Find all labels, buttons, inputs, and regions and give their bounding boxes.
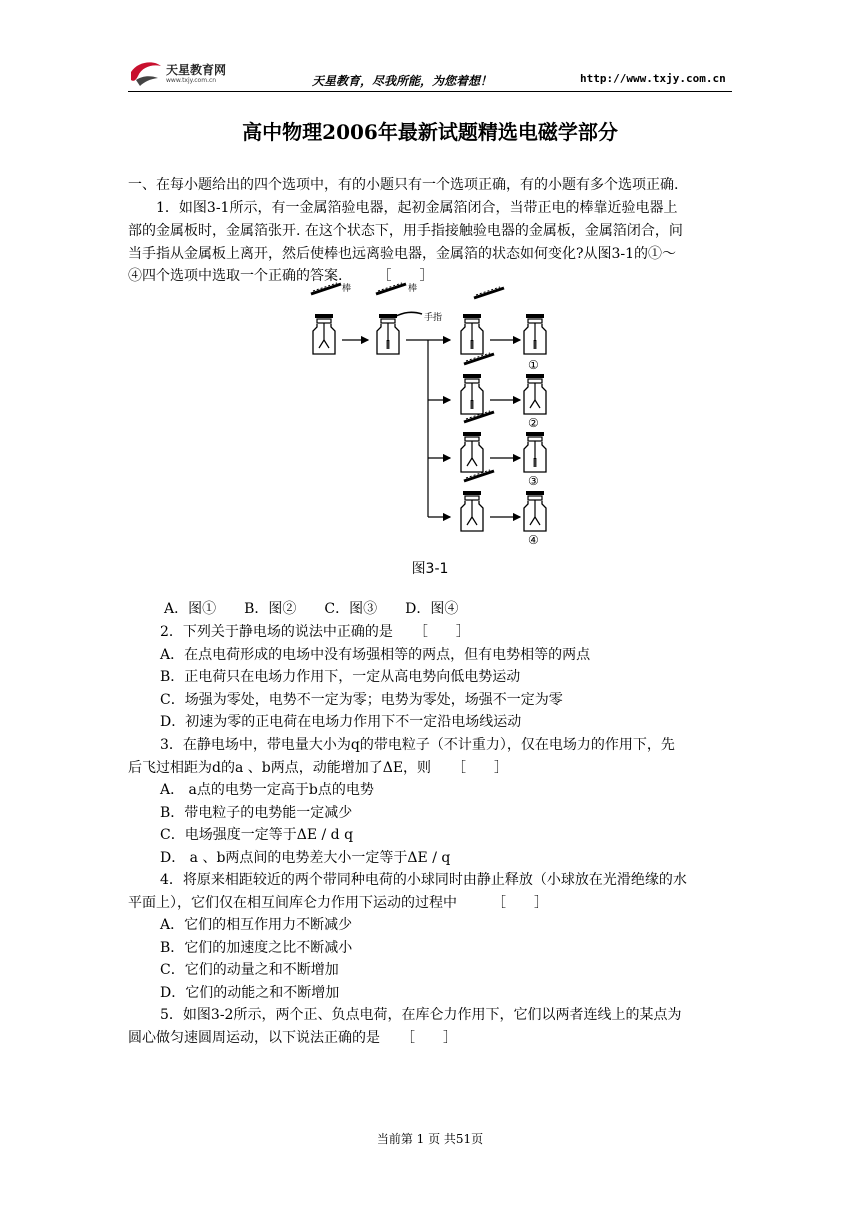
q5-line2: 圆心做匀速圆周运动，以下说法正确的是 ［ ］ xyxy=(128,1030,457,1046)
header-url-link[interactable]: http://www.txjy.com.cn xyxy=(580,72,726,85)
electroscope-2 xyxy=(377,314,399,354)
option-label-3: ③ xyxy=(528,474,539,488)
q4-option-d: D．它们的动能之和不断增加 xyxy=(160,985,340,1001)
q3-line2: 后飞过相距为d的a 、b两点，动能增加了ΔE，则 ［ ］ xyxy=(128,760,509,776)
q2-option-a: A．在点电荷形成的电场中没有场强相等的两点，但有电势相等的两点 xyxy=(160,647,591,663)
electroscope-row1-a xyxy=(461,314,483,354)
section-intro: 一、在每小题给出的四个选项中，有的小题只有一个选项正确，有的小题有多个选项正确. xyxy=(128,177,679,193)
figure-3-1-electroscope-diagram xyxy=(300,284,560,550)
option-label-4: ④ xyxy=(528,533,539,547)
electroscope-row4-a xyxy=(461,491,483,531)
header-slogan: 天星教育，尽我所能，为您着想！ xyxy=(312,74,493,88)
q2-stem: 2．下列关于静电场的说法中正确的是 ［ ］ xyxy=(160,624,470,640)
option-label-1: ① xyxy=(528,358,539,372)
electroscope-1 xyxy=(313,314,335,354)
q2-option-d: D．初速为零的正电荷在电场力作用下不一定沿电场线运动 xyxy=(160,714,522,730)
electroscope-row3-b xyxy=(524,432,546,472)
finger-label: 手指 xyxy=(424,313,443,323)
electroscope-row1-b xyxy=(524,314,546,354)
logo-swoosh-icon xyxy=(128,58,164,88)
header-divider xyxy=(128,91,732,92)
rod-label: 棒 xyxy=(342,284,352,294)
option-label-2: ② xyxy=(528,416,539,430)
q3-line1: 3．在静电场中，带电量大小为q的带电粒子（不计重力），仅在电场力的作用下，先 xyxy=(160,737,675,753)
figure-caption: 图3-1 xyxy=(411,561,449,577)
q1-line1: 1．如图3-1所示，有一金属箔验电器，起初金属箔闭合，当带正电的棒靠近验电器上 xyxy=(156,200,678,216)
electroscope-row3-a xyxy=(461,432,483,472)
page-title: 高中物理2006年最新试题精选电磁学部分 xyxy=(242,120,618,144)
logo-subtext: www.txjy.com.cn xyxy=(166,77,217,84)
electroscope-row2-a xyxy=(461,374,483,414)
q4-option-b: B．它们的加速度之比不断减小 xyxy=(160,940,353,956)
q1-line3: 当手指从金属板上离开，然后使棒也远离验电器，金属箔的状态如何变化?从图3-1的①～ xyxy=(128,246,677,262)
q4-option-a: A．它们的相互作用力不断减少 xyxy=(160,917,353,933)
q2-option-b: B．正电荷只在电场力作用下，一定从高电势向低电势运动 xyxy=(160,669,521,685)
rod-row1 xyxy=(474,287,504,298)
q4-line1: 4．将原来相距较近的两个带同种电荷的小球同时由静止释放（小球放在光滑绝缘的水 xyxy=(160,872,687,888)
q3-option-c: C．电场强度一定等于ΔE / d q xyxy=(160,827,354,843)
rod-label-2: 棒 xyxy=(408,284,418,294)
q3-option-b: B．带电粒子的电势能一定减少 xyxy=(160,805,353,821)
site-logo[interactable] xyxy=(128,58,238,92)
q3-option-a: A． a点的电势一定高于b点的电势 xyxy=(160,782,374,798)
finger-shape xyxy=(394,312,422,317)
q1-line4: ④四个选项中选取一个正确的答案. ［ ］ xyxy=(128,268,434,284)
q5-line1: 5．如图3-2所示，两个正、负点电荷，在库仑力作用下，它们以两者连线上的某点为 xyxy=(160,1007,682,1023)
logo-text: 天星教育网 xyxy=(166,63,227,77)
q1-options: A．图① B．图② C．图③ D．图④ xyxy=(164,601,459,617)
page-footer: 当前第 1 页 共51页 xyxy=(376,1132,484,1146)
electroscope-row4-b xyxy=(524,491,546,531)
q4-option-c: C．它们的动量之和不断增加 xyxy=(160,962,339,978)
q3-option-d: D． a 、b两点间的电势差大小一定等于ΔE / q xyxy=(160,850,451,866)
q4-line2: 平面上），它们仅在相互间库仑力作用下运动的过程中 ［ ］ xyxy=(128,895,548,911)
q2-option-c: C．场强为零处，电势不一定为零；电势为零处，场强不一定为零 xyxy=(160,692,563,708)
page-header xyxy=(128,58,732,92)
electroscope-row2-b xyxy=(524,374,546,414)
rod-row3 xyxy=(464,411,494,422)
q1-line2: 部的金属板时，金属箔张开. 在这个状态下，用手指接触验电器的金属板，金属箔闭合，问 xyxy=(128,223,683,239)
